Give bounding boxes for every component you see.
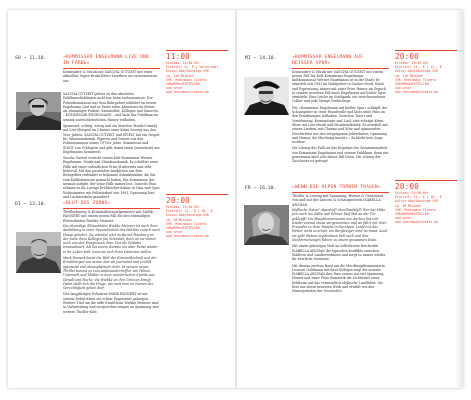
info-line: Eintritt: 8,- € | Vorverkauf	[166, 65, 219, 70]
info-line: VVK: Rheinmain Tickets	[395, 77, 436, 82]
info-rule	[166, 50, 228, 51]
info-line: ca. 90 Minuten	[395, 203, 422, 208]
info-line: und unter	[166, 230, 183, 235]
info-line: VORVERKAUFSSTELLEN	[395, 82, 429, 87]
event-rule	[292, 68, 389, 69]
body-paragraph: Mark Pannert kennt die Welt der Kriminaltechnik und der Ermittlungen aus seiner Zeit als Journalist und erzählt spannend und atmosphärisch dicht. In seinem neuen Thriller kommt es zum Aufeinandertreffen von Polizei, Unterwelt und Militär in einer mörderischen Spirale aus Gewalt und Rache, die Wiebke an ihre Grenzen bringt. Dabei stellt sich die Frage, wie weit man im Namen der Gerechtigkeit gehen darf.	[63, 256, 157, 291]
info-line: Kultur-Abo/Sonstige VVK	[166, 69, 209, 74]
event-title	[292, 55, 363, 66]
body-paragraph: Für »Kommissar Engelmann auf heißer Spur« schlüpft der Schauspieler in seine Paraderolle und lässt seine Fans an den Ermittlungen teilhaben. Zwischen Tatort und Vernehmung, Kriminologie und Lied: eine schräge Krimi-Show mit Live-Musik und Situationskomik. Er ermittelt mit seinen Liedern, mit Charme und Witz und spannenden Geschichten aus den vergangenen Jahrzehnten. Spannung und Humor, die Mischung macht's – da bleibt kein Auge trocken!	[292, 105, 388, 145]
info-line: VORVERKAUFSSTELLEN	[166, 226, 200, 231]
info-line: www.rheinmaintickets.de	[395, 90, 438, 95]
event-subtitle: Krimisatire & Musik mit SASCHA GUTZEIT mit einem neuen Fall für Kult-Kommissar Engelmann	[292, 70, 384, 79]
body-paragraph: Sascha Gutzeit erweckt seinen Kult-Kommissar Werner Engelmann, Musik und Situationskomik. Er schildert seine Fälle mit einer ordentlichen Prise Mutterwitz und sehr liebevoll. Mit den passenden Anekdoten aus dem Ruhrgebiet verbindet er bekannte Krimiklassiker, die ihn zum Kultkommissar gemacht haben. Ein Kommissar, der niemals aufgibt, der seine Fälle immer löst. Gutzeits Fans rühmen es als Lustige Drehbücher-Krimis in Oma und Opas Wohnzimmer, mit Polizeiarbeit von 1981, Spannung hier und Lachmuskeln garantiert.	[63, 156, 160, 199]
event-subtitle: Krimisatire & Musik mit SASCHA GUTZEIT mit einer aktuellen Super-Krimi-Retro-Liveshow im carlosmusicae aus	[63, 70, 158, 83]
event-date: DI – 13.10.	[15, 202, 47, 207]
info-line: Eintritt: 12,- € | 10,- €	[395, 195, 442, 200]
body-paragraph: Spannend, schräg, witzig und ein bisschen Musik-Comedy mit Live-Hörspiel im Charme einer Krimi-Lesung aus den 50er Jahren. SASCHA GUTZEIT und SPIELT hat ein Gespür für Situationskomik, Figuren und Gutzeit aus den Polizeiromanen seiner 1970er Jahre, Kommissar und SINGT von Schlagern und gibt damit einen Querschnitt aus Engelmanns Krimiwelt.	[63, 124, 160, 154]
portrait-photo	[16, 92, 61, 130]
event-body	[63, 224, 160, 316]
event-title	[63, 55, 149, 66]
info-line: VVK: Rheinmain Tickets	[166, 221, 207, 226]
event-rule	[63, 208, 160, 209]
event-info	[166, 197, 228, 239]
body-paragraph: Idyllische Natur? Alpenhof? Mordlandidyll! Wer hat Mitte Juni noch bei Kälte und Schnee fünf Mal an der Tür geklopft? Die Hauptkommissarin aus Aachen hat sich wieder einmal etwas vorgenommen und sie fährt mit ihrer Freundin zu ihrer Familie in die Alpen. Leider ist das Wetter nicht so schön, ein Bergsteiger wird vermisst. Auch sie geht diesem mysteriösen Fall nach und ihre Nachforschungen führen zu einem grausamen Ende.	[292, 208, 388, 243]
event-info	[395, 53, 457, 95]
info-line: und unter	[395, 216, 412, 221]
event-info	[166, 53, 228, 95]
portrait-photo	[244, 77, 289, 115]
info-line: Einlass: 10:30 Uhr	[166, 61, 200, 65]
info-line: VORVERKAUFSSTELLEN	[395, 212, 429, 217]
event-date: FR – 16.10.	[245, 186, 277, 191]
event-rule	[63, 68, 160, 69]
event-title-line: »KOMMISSAR ENGELMANN AUF	[292, 55, 364, 60]
body-paragraph: SASCHA GUTZEIT gehört zu den absoluten Publikumslieblingen nicht nur beim carlosmusicae. Der Polizeikommissar aus dem Ruhrgebiet schildert im neuen Engelmann Live und in Farbe seine Abenteuer im Revier, als ehemaliger Polizist, Krimineller, Kollegen und Ganoven – KOMMISSAR ENGELMANN – und lässt das Publikum an seinem unerschütterlichen Humor teilhaben.	[63, 92, 158, 122]
booklet-spread	[8, 10, 463, 388]
event-date: MI – 14.10.	[245, 56, 277, 61]
info-line: Eintritt: 14,- € | 12,- €	[395, 65, 442, 70]
page-fold	[235, 10, 237, 388]
event-subtitle: Thrillerlesung & Kriminalhörspielpremiere mit MARK PANNERT mit einem neuen Fall für den ehemaligen Elitesoldaten Wiebke Meineer	[63, 210, 154, 223]
body-paragraph: Kultkommissar Werner Engelmann ist in der Stadt! Er ermittelt seit 1981 im Ruhrgebiet in Sachen Mord, Raub und Erpressung, immer mit einer Prise Humor im Gepäck. In seinem neuesten Fall muss Engelmann auf heißer Spur ermitteln: Eine Leiche im Stadtpark, ein verschwundenes Collier und jede Menge Verdächtige.	[292, 78, 387, 104]
info-line: und unter	[166, 86, 183, 91]
event-title-line: »BLUT DES ZORNS«	[63, 201, 111, 206]
info-line: Einlass: 19:30 Uhr	[395, 191, 429, 195]
info-line: Eintritt: 12,- € | 10,- €	[166, 209, 213, 214]
body-paragraph: Den langjährigen Polizisten MARK PANNERT ist mit seinem Debüt-Krimi ein echter Pageturner gelungen. Weitere Titel um die taffe Ermittlerin Wiebke Meineer sind in Vorbereitung und versprechen einiges an Spannung und weitere Thriller-Kost.	[63, 292, 159, 314]
info-line: Einlass: 19:30 Uhr	[166, 205, 200, 209]
event-time: 11:00	[166, 52, 191, 61]
event-title-line: IN FARBE«	[63, 60, 90, 66]
event-info	[395, 183, 457, 225]
event-rule	[292, 192, 389, 193]
event-title-line: HEISSER SPUR«	[292, 60, 331, 66]
info-line: ca. 90 Minuten	[166, 217, 193, 222]
info-rule	[395, 180, 457, 181]
info-rule	[166, 194, 228, 195]
info-line: Einlass: 19:30 Uhr	[395, 61, 429, 65]
event-body	[63, 92, 160, 201]
portrait-photo	[244, 205, 289, 245]
info-line: und unter	[395, 86, 412, 91]
event-title-line: »KOMMISSAR ENGELMANN LIVE UND	[63, 55, 150, 60]
event-time: 20:00	[395, 52, 420, 61]
event-body	[292, 78, 389, 166]
event-time: 20:00	[395, 182, 420, 191]
event-subtitle: Thriller & Lesung mit Spannung, Humor & Gänsehaut von und mit der Autorin & Schauspielerin ISABELLA ARCHAN	[292, 194, 384, 207]
event-title-line: »WENN DIE ALPEN TRÄNEN TRAGEN«	[292, 185, 381, 190]
event-title	[63, 201, 110, 207]
body-paragraph: Die ehemalige Elitesoldatin Wiebke Meineer ist nach ihrer Ausbildung in einer Spezialeinheit des Militärs zurück nach Hause gekehrt. Sie arbeitet jetzt im Bezirk Hamburg an der Seite ihres Kollegen Jan Schnabel, doch ist sie immer noch von den Ereignissen ihrer Zeit als Soldatin traumatisiert. Als bei einem Einsatz ein alter Feind wieder in ihr Leben tritt, muss sie sich ihren Dämonen stellen.	[63, 224, 160, 254]
event-date: SO – 11.10.	[15, 56, 47, 61]
info-line: www.rheinmaintickets.de	[166, 234, 209, 239]
info-line: Kultur-Abo/Sonstige VVK	[395, 199, 438, 204]
info-line: www.rheinmaintickets.de	[395, 220, 438, 225]
body-paragraph: Die Lösung des Falls ist das Ergebnis der Zusammenarbeit von Kommissar Engelmann und seinem Publikum, denn nur gemeinsam lässt sich dieser Fall lösen. Die Lösung der Zuschauer ist gefragt!	[292, 146, 389, 164]
info-line: VVK: Rheinmain Tickets	[166, 77, 207, 82]
body-paragraph: Mit diesem zweiten Band um die Mordhauptkommissarin Leonore Goldmann mit ihrer Kollegin zeigt die Autorin ISABELLA ARCHAN ihre Fans erneut mit viel Spannung, Humor und einer Prise Romantik die Sichtweise einer Städterin auf das vermeintlich idyllische Landleben. Sie liest aus ihrem neuesten Werk und erzählt von den Hintergründen der Geschichte.	[292, 263, 385, 294]
info-line: VVK: Rheinmain Tickets	[395, 207, 436, 212]
info-line: Kultur-Abo/Sonstige VVK	[395, 69, 438, 74]
event-time: 20:00	[166, 196, 191, 205]
info-line: www.rheinmaintickets.de	[166, 90, 209, 95]
info-rule	[395, 50, 457, 51]
portrait-photo	[16, 232, 61, 273]
event-body	[292, 208, 389, 296]
info-line: Kultur-Abo/Sonstige VVK	[166, 213, 209, 218]
event-title	[292, 185, 381, 191]
info-line: VORVERKAUFSSTELLEN	[166, 82, 200, 87]
body-paragraph: Mit einem gehörigen Maß an Selbstironie beschreibt ISABELLA ARCHAN die typischen Konflikte zwischen Städtern und Landbewohnern und sorgt so immer wieder für herrliche Momente.	[292, 244, 386, 262]
info-line: ca. 120 Minuten	[166, 73, 194, 78]
info-line: ca. 120 Minuten	[395, 73, 423, 78]
